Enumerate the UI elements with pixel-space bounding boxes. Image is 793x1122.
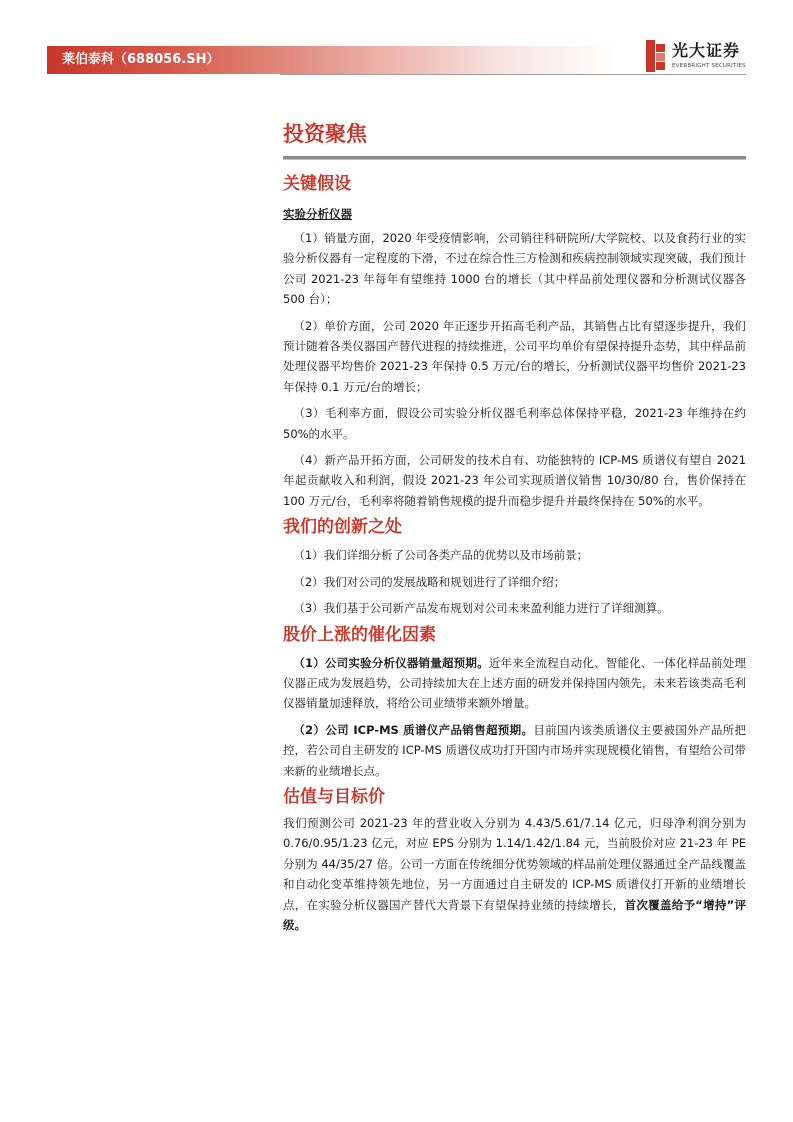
assumption-paragraph: （1）销量方面，2020 年受疫情影响，公司销往科研院所/大学院校、以及食药行业的实验分析仪器有一定程度的下滑，不过在综合性三方检测和疾病控制领域实现突破，我们预计公司 2021-23 年每年有望维持 1000 台的增长（其中样品前处理仪器和分析测试仪器各 500 台）； [283,231,746,307]
header-rule [280,74,746,75]
title-rule [283,156,746,160]
page-title: 投资聚焦 [283,122,367,146]
everbright-logo-icon [646,40,666,72]
brand-name: 光大证券 [672,41,741,60]
assumption-paragraph: （4）新产品开拓方面，公司研发的技术自有、功能独特的 ICP-MS 质谱仪有望自 2021 年起贡献收入和利润，假设 2021-23 年公司实现质谱仪销售 10/30/80 台，售价保持在 100 万元/台，毛利率将随着销售规模的提升而稳步提升并最终保持在 50%的水平。 [283,453,746,508]
section-heading-innovation: 我们的创新之处 [283,517,402,538]
brand-name-en: EVERBRIGHT SECURITIES [672,63,746,69]
catalyst-item [283,720,746,781]
catalyst-item [283,653,746,714]
rating-statement: 首次覆盖给予“增持”评级。 [283,897,746,932]
assumption-paragraph: （2）单价方面，公司 2020 年正逐步开拓高毛利产品，其销售占比有望逐步提升，我们预计随着各类仪器国产替代进程的持续推进，公司平均单价有望保持提升态势，其中样品前处理仪器平均售价 2021-23 年保持 0.5 万元/台的增长，分析测试仪器平均售价 2021-23 年保持 0.1 万元/台的增长； [283,318,746,394]
catalyst-item-lead: （1）公司实验分析仪器销量超预期。 [293,655,489,670]
catalyst-item-text: 近年来全流程自动化、智能化、一体化样品前处理仪器正成为发展趋势，公司持续加大在上述方面的研发并保持国内领先，未来若该类高毛利仪器销量加速释放，将给公司业绩带来额外增量。 [283,655,747,711]
catalyst-item-lead: （2）公司 ICP-MS 质谱仪产品销售超预期。 [293,722,534,737]
innovation-item: （1）我们详细分析了公司各类产品的优势以及市场前景； [293,548,589,563]
sub-heading-lab-instruments: 实验分析仪器 [283,207,352,221]
innovation-item: （2）我们对公司的发展战略和规划进行了详细介绍； [293,574,566,589]
brand-logo [646,40,758,74]
valuation-paragraph [283,813,746,935]
report-content [283,118,746,935]
section-heading-key-assumptions: 关键假设 [283,174,351,194]
innovation-item: （3）我们基于公司新产品发布规划对公司未来盈利能力进行了详细测算。 [293,601,669,616]
valuation-text: 我们预测公司 2021-23 年的营业收入分别为 4.43/5.61/7.14 亿元，归母净利润分别为 0.76/0.95/1.23 亿元，对应 EPS 分别为 1.14/1.42/1.84 元，当前股价对应 21-23 年 PE 分别为 44/35/27 倍。公司一方面在传统细分优势领域的样品前处理仪器通过全产品线覆盖和自动化变革维持领先地位，另一方面通过自主研发的 ICP-MS 质谱仪打开新的业绩增长点，在实验分析仪器国产替代大背景下有望保持业绩的持续增长， [283,815,746,912]
section-heading-valuation: 估值与目标价 [283,786,385,807]
assumption-paragraph: （3）毛利率方面，假设公司实验分析仪器毛利率总体保持平稳，2021-23 年维持在约 50%的水平。 [283,406,746,441]
company-ticker: 莱伯泰科（688056.SH） [62,52,220,67]
catalyst-item-text: 目前国内该类质谱仪主要被国外产品所把控，若公司自主研发的 ICP-MS 质谱仪成功打开国内市场并实现规模化销售，有望给公司带来新的业绩增长点。 [283,722,747,778]
section-heading-catalysts: 股价上涨的催化因素 [283,624,436,645]
